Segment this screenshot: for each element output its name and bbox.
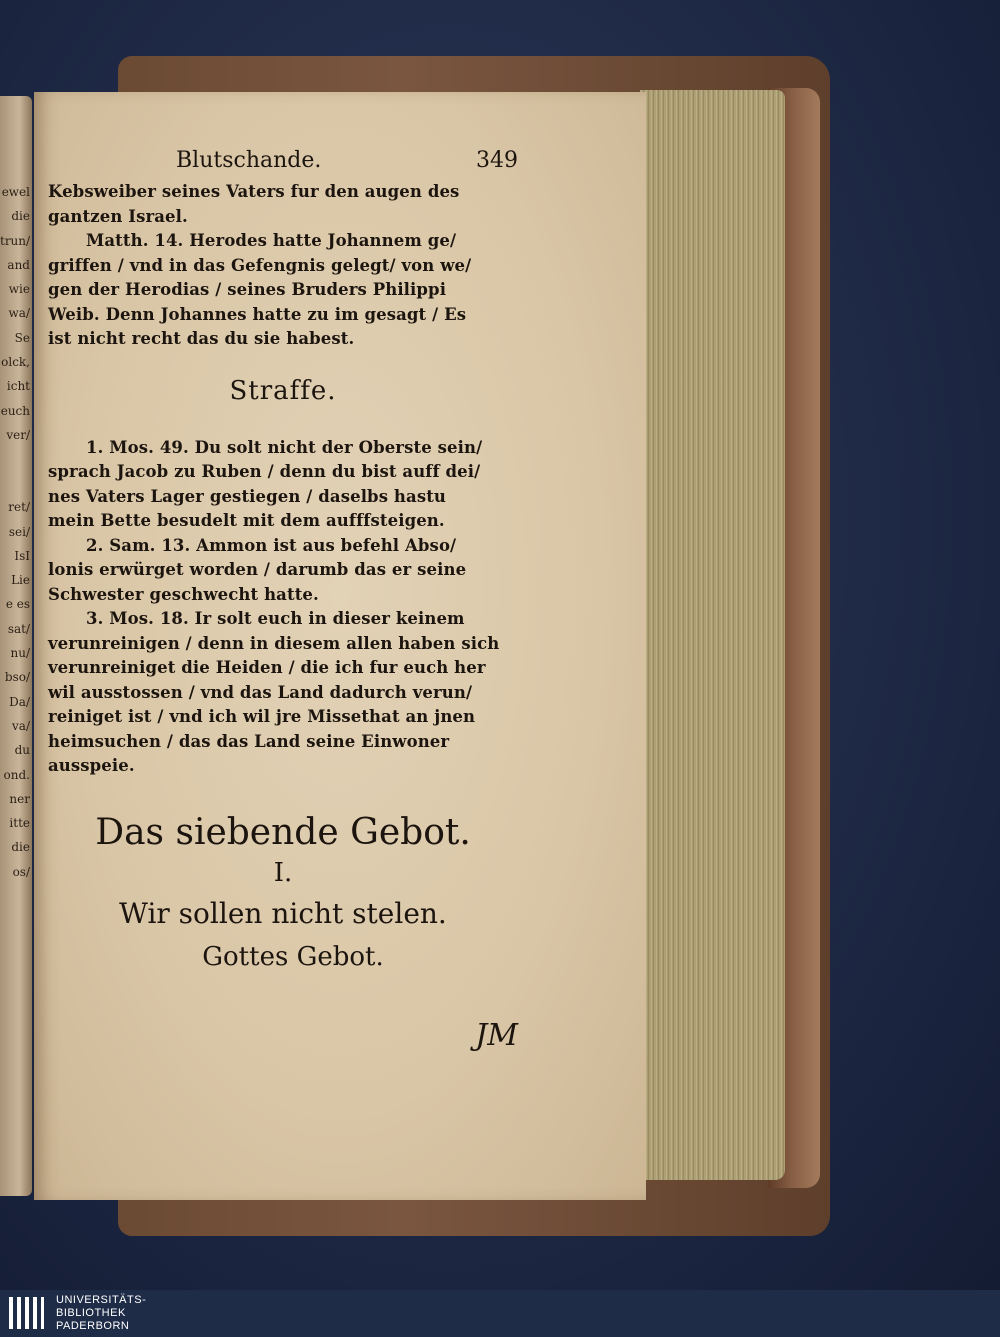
fragment-line: Se — [14, 330, 30, 345]
chapter-title: Das siebende Gebot. — [95, 811, 471, 853]
catchword: JM — [475, 1017, 518, 1053]
body-text — [48, 180, 518, 352]
text-line: verunreiniget die Heiden / die ich fur euch her — [48, 658, 486, 677]
fragment-line: bso/ — [4, 670, 30, 685]
text-line: gantzen Israel. — [48, 206, 188, 226]
fragment-line: os/ — [12, 864, 30, 879]
fragment-line: die — [11, 840, 30, 855]
text-line: heimsuchen / das das Land seine Einwoner — [48, 731, 450, 751]
fragment-line: icht — [6, 379, 30, 394]
text-line: 1. Mos. 49. Du solt nicht der Oberste sein/ — [86, 437, 483, 457]
fragment-line: wa/ — [8, 306, 30, 321]
text-line: lonis erwürget worden / darumb das er seine — [48, 560, 467, 579]
body-text — [48, 436, 518, 779]
text-line: Kebsweiber seines Vaters fur den augen des — [48, 182, 460, 201]
book-page — [34, 92, 646, 1200]
text-line: Schwester geschwecht hatte. — [48, 584, 319, 604]
text-line: ist nicht recht das du sie habest. — [48, 329, 355, 348]
fragment-line: ewel — [1, 185, 30, 199]
text-line: nes Vaters Lager gestiegen / daselbs hastu — [48, 486, 447, 506]
fragment-line: itte — [9, 816, 30, 831]
text-line: Matth. 14. Herodes hatte Johannem ge/ — [86, 231, 457, 250]
logo-line: PADERBORN — [56, 1320, 130, 1332]
page-text-block — [48, 144, 518, 1053]
fragment-line: e es — [5, 597, 30, 612]
library-footer — [0, 1290, 1000, 1337]
fragment-line: Da/ — [9, 694, 30, 709]
text-line: Weib. Denn Johannes hatte zu im gesagt / Es — [48, 304, 467, 324]
text-line: wil ausstossen / vnd das Land dadurch verun/ — [48, 682, 473, 702]
fragment-line: die — [11, 209, 30, 224]
text-line: ausspeie. — [48, 756, 135, 775]
fragment-line: ret/ — [8, 500, 30, 515]
fragment-line: va/ — [12, 718, 30, 733]
fragment-line: sat/ — [7, 621, 30, 636]
page-number: 349 — [476, 148, 518, 173]
fragment-line: sei/ — [8, 524, 30, 539]
page-header — [48, 144, 518, 180]
fragment-line: nu/ — [10, 646, 30, 661]
text-line: sprach Jacob zu Ruben / denn du bist auff dei/ — [48, 462, 481, 481]
fragment-line: ond. — [3, 767, 30, 782]
running-head: Blutschande. — [176, 148, 322, 173]
fragment-line: euch — [0, 403, 30, 418]
fragment-line: ver/ — [6, 427, 30, 442]
chapter-subtitle: Wir sollen nicht stelen. — [119, 896, 447, 930]
previous-page-text-fragments — [0, 180, 32, 884]
text-line: 2. Sam. 13. Ammon ist aus befehl Abso/ — [86, 535, 457, 555]
text-line: reiniget ist / vnd ich wil jre Missethat an jnen — [48, 707, 476, 726]
fragment-line: olck, — [1, 355, 30, 370]
text-line: mein Bette besudelt mit dem aufffsteigen. — [48, 511, 445, 530]
chapter-numeral: I. — [273, 857, 293, 888]
page-block-fore-edge — [640, 90, 785, 1180]
logo-line: UNIVERSITÄTS- — [56, 1294, 147, 1306]
library-logo-text — [56, 1294, 146, 1333]
section-heading: Straffe. — [229, 375, 337, 406]
fragment-line: du — [14, 743, 30, 758]
text-line: 3. Mos. 18. Ir solt euch in dieser keinem — [86, 609, 465, 628]
text-line: verunreinigen / denn in diesem allen haben sich — [48, 633, 500, 653]
text-line: griffen / vnd in das Gefengnis gelegt/ von we/ — [48, 255, 472, 275]
fragment-line: wie — [8, 282, 30, 297]
fragment-line: ner — [9, 791, 30, 806]
chapter-subtitle-2: Gottes Gebot. — [202, 941, 384, 972]
fragment-line: Lie — [11, 573, 30, 588]
fragment-line: IsI — [14, 548, 30, 563]
fragment-line: and — [7, 257, 30, 272]
logo-line: BIBLIOTHEK — [56, 1307, 126, 1319]
library-logo-icon — [6, 1294, 46, 1332]
fragment-line: trun/ — [0, 233, 31, 248]
text-line: gen der Herodias / seines Bruders Philippi — [48, 280, 447, 299]
